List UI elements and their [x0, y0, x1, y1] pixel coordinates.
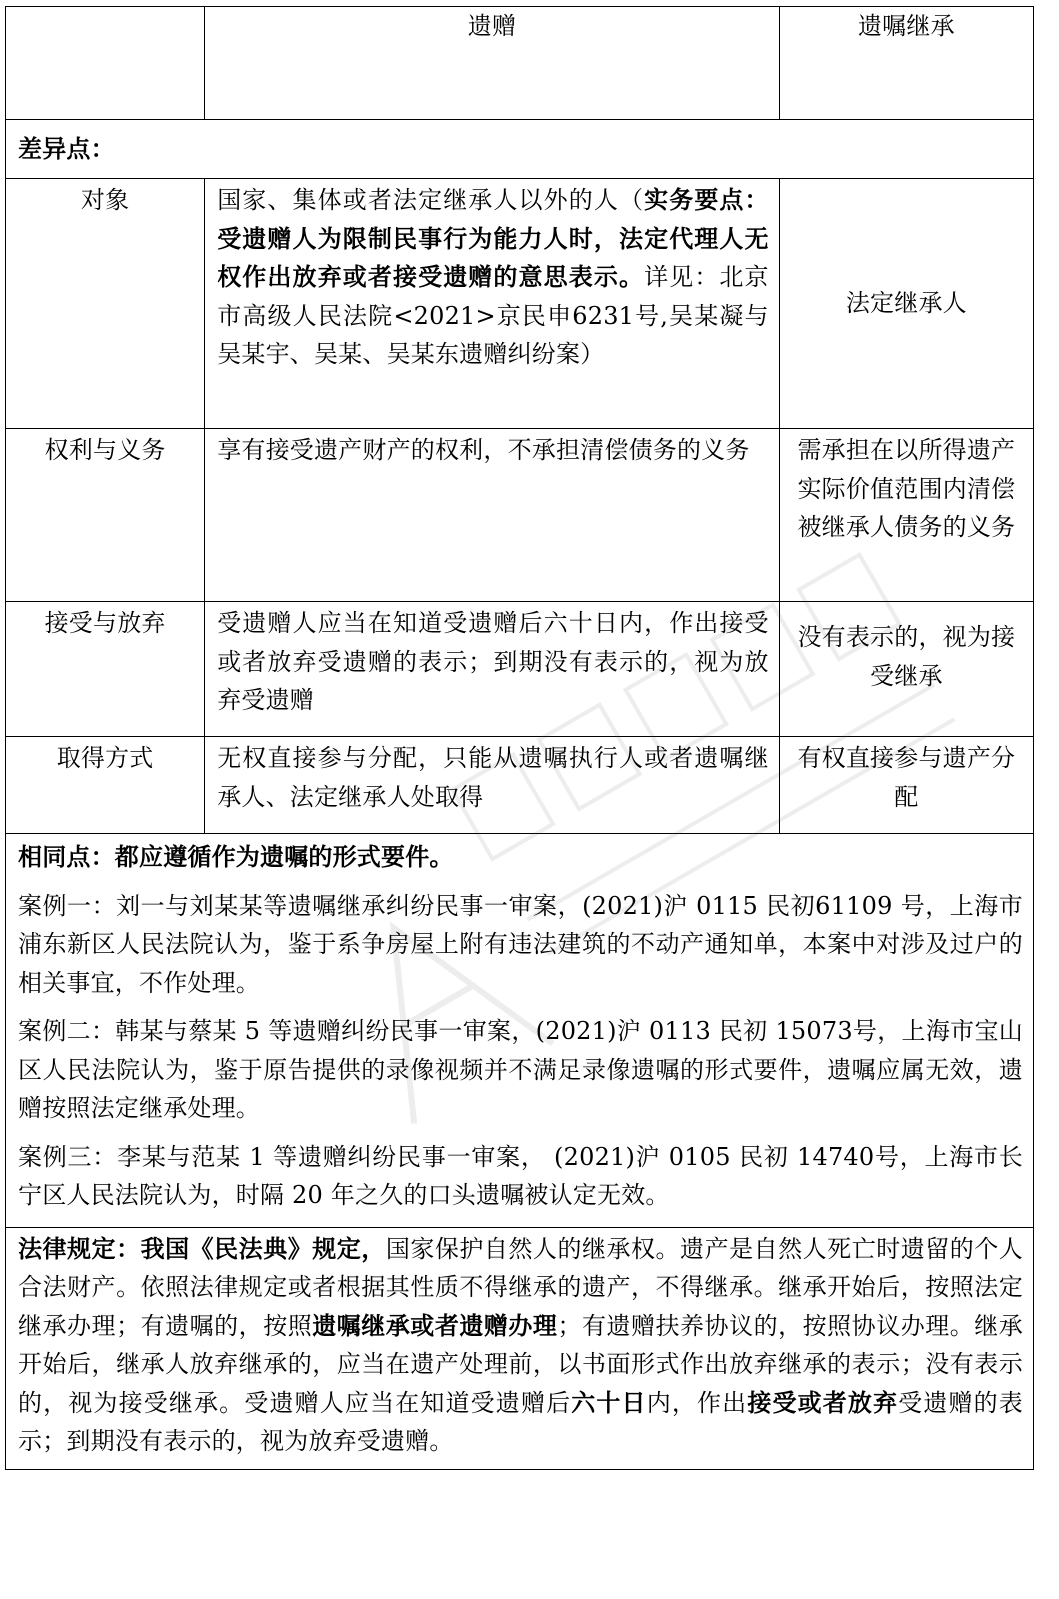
legal-cell: [6, 1227, 1034, 1469]
header-testamentary: 遗嘱继承: [779, 7, 1033, 120]
row-acquisition: [6, 737, 1034, 834]
bequest-cell: [205, 179, 780, 429]
bequest-cell: 受遗赠人应当在知道受遗赠后六十日内，作出接受或者放弃受遗赠的表示；到期没有表示的，视为放弃受遗赠: [205, 602, 780, 737]
header-row: [6, 7, 1034, 120]
row-label: 对象: [6, 179, 205, 429]
similarity-row: [6, 834, 1034, 1228]
testamentary-cell: 法定继承人: [779, 179, 1033, 429]
differences-label: 差异点：: [6, 120, 1034, 179]
bequest-cell: 无权直接参与分配，只能从遗嘱执行人或者遗嘱继承人、法定继承人处取得: [205, 737, 780, 834]
differences-row: [6, 120, 1034, 179]
legal-heading: 法律规定：我国《民法典》规定，: [18, 1233, 386, 1263]
row-label: 权利与义务: [6, 429, 205, 602]
legal-text: 内，作出: [646, 1388, 748, 1417]
testamentary-cell: 需承担在以所得遗产实际价值范围内清偿被继承人债务的义务: [779, 429, 1033, 602]
row-accept-reject: [6, 602, 1034, 737]
legal-text: 受遗赠的表示；到期没有表示的，视为放弃受遗赠。: [18, 1388, 1023, 1455]
similarity-text: 相同点：都应遵循作为遗嘱的形式要件。: [18, 842, 454, 871]
row-object: [6, 179, 1034, 429]
bequest-cell: 享有接受遗产财产的权利，不承担清偿债务的义务: [205, 429, 780, 602]
legal-emphasis: 遗嘱继承或者遗赠办理: [312, 1310, 558, 1340]
legal-text: ；有遗赠扶养协议的，按照协议办理。继承开始后，继承人放弃继承的，应当在遗产处理前，以书面形式作出放弃继承的表示；没有表示的，视为接受继承。受遗赠人应当在知道受遗赠后: [18, 1311, 1023, 1417]
comparison-table: [5, 6, 1034, 1470]
similarity-cell: [6, 834, 1034, 1228]
testamentary-cell: 没有表示的，视为接受继承: [779, 602, 1033, 737]
header-bequest: 遗赠: [205, 7, 780, 120]
header-empty-cell: [6, 7, 205, 120]
legal-emphasis: 六十日: [571, 1387, 647, 1417]
legal-text: 国家保护自然人的继承权。遗产是自然人死亡时遗留的个人合法财产。依照法律规定或者根据其性质不得继承的遗产，不得继承。继承开始后，按照法定继承办理；有遗嘱的，按照: [18, 1234, 1024, 1340]
bequest-key-point: 实务要点：受遗赠人为限制民事行为能力人时，法定代理人无权作出放弃或者接受遗赠的意思表示。: [217, 185, 769, 291]
bequest-text-part: 详见：北京市高级人民法院<2021>京民申6231号,吴某凝与吴某宇、吴某、吴某东遗赠纠纷案）: [217, 263, 769, 368]
row-rights-duties: [6, 429, 1034, 602]
bequest-text-part: 国家、集体或者法定继承人以外的人（: [217, 186, 645, 214]
case-paragraph: 案例二：韩某与蔡某 5 等遗赠纠纷民事一审案，(2021)沪 0113 民初 15073号，上海市宝山区人民法院认为，鉴于原告提供的录像视频并不满足录像遗嘱的形式要件，遗嘱应属无效，遗赠按照法定继承处理。: [18, 1017, 1023, 1122]
legal-emphasis: 接受或者放弃: [747, 1387, 899, 1417]
case-paragraph: 案例一：刘一与刘某某等遗嘱继承纠纷民事一审案，(2021)沪 0115 民初61109 号，上海市浦东新区人民法院认为，鉴于系争房屋上附有违法建筑的不动产通知单，本案中对涉及过户的相关事宜，不作处理。: [18, 891, 1023, 997]
case-paragraph: 案例三：李某与范某 1 等遗赠纠纷民事一审案， (2021)沪 0105 民初 14740号，上海市长宁区人民法院认为，时隔 20 年之久的口头遗嘱被认定无效。: [18, 1142, 1023, 1209]
testamentary-cell: 有权直接参与遗产分配: [779, 737, 1033, 834]
legal-row: [6, 1227, 1034, 1469]
row-label: 取得方式: [6, 737, 205, 834]
row-label: 接受与放弃: [6, 602, 205, 737]
